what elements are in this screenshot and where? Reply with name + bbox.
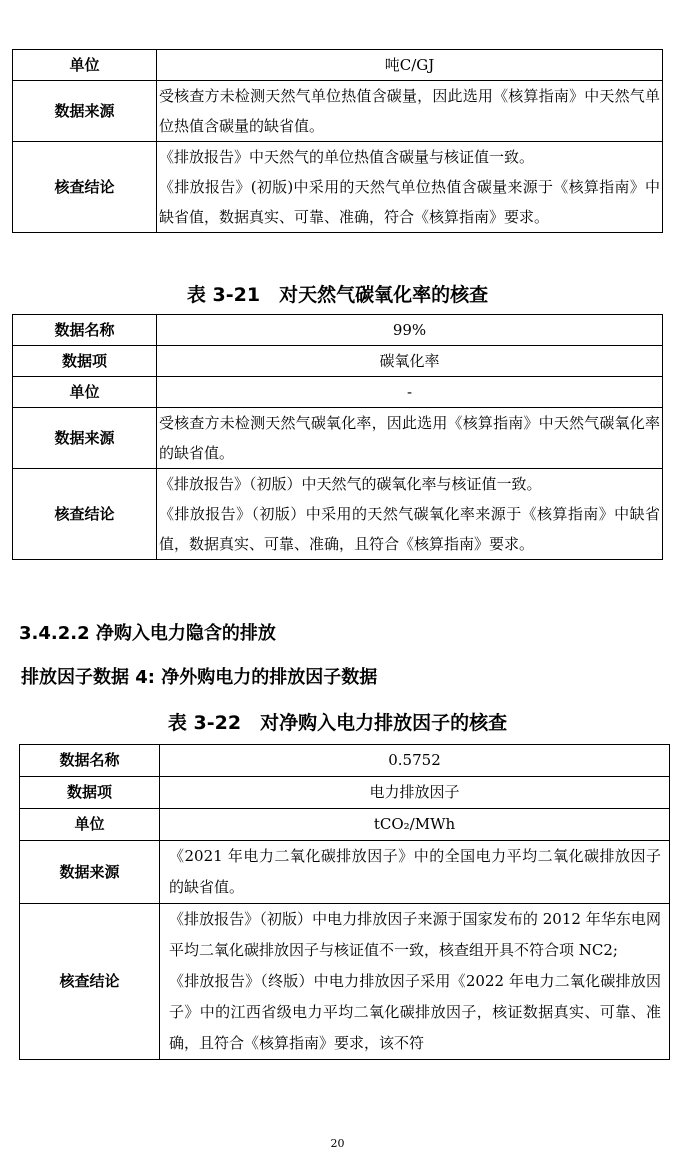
conclusion-paragraph: 《排放报告》(初版)中采用的天然气单位热值含碳量来源于《核算指南》中缺省值，数据真实、可靠、准确，符合《核算指南》要求。 — [159, 178, 660, 226]
data-item-value: 碳氧化率 — [157, 346, 663, 377]
conclusion-text — [157, 469, 663, 560]
natural-gas-carbon-content-table — [12, 49, 663, 233]
conclusion-paragraph: 《排放报告》（初版）中电力排放因子来源于国家发布的 2012 年华东电网平均二氧化碳排放因子与核证值不一致，核查组开具不符合项 NC2; — [169, 910, 661, 959]
table-row — [20, 809, 670, 841]
conclusion-paragraph: 《排放报告》（终版）中电力排放因子采用《2022 年电力二氧化碳排放因子》中的江西省级电力平均二氧化碳排放因子，核证数据真实、可靠、准确，且符合《核算指南》要求，该不符 — [169, 972, 661, 1052]
table-row — [13, 408, 663, 469]
unit-label: 单位 — [20, 809, 160, 841]
source-text: 受核查方未检测天然气碳氧化率，因此选用《核算指南》中天然气碳氧化率的缺省值。 — [157, 408, 663, 469]
emission-factor-heading: 排放因子数据 4: 净外购电力的排放因子数据 — [21, 667, 378, 688]
unit-value: tCO₂/MWh — [160, 809, 670, 841]
table-row — [13, 81, 663, 142]
section-heading: 3.4.2.2 净购入电力隐含的排放 — [19, 623, 276, 644]
conclusion-paragraph: 《排放报告》（初版）中采用的天然气碳氧化率来源于《核算指南》中缺省值，数据真实、可靠、准确，且符合《核算指南》要求。 — [159, 505, 660, 553]
table-row — [20, 777, 670, 809]
table-row — [20, 745, 670, 777]
source-label: 数据来源 — [13, 81, 157, 142]
unit-label: 单位 — [13, 50, 157, 81]
electricity-emission-factor-table — [19, 744, 670, 1060]
conclusion-text — [157, 142, 663, 233]
unit-label: 单位 — [13, 377, 157, 408]
data-item-label: 数据项 — [20, 777, 160, 809]
conclusion-label: 核查结论 — [13, 142, 157, 233]
table-row — [20, 904, 670, 1060]
table-row — [13, 315, 663, 346]
source-text: 《2021 年电力二氧化碳排放因子》中的全国电力平均二氧化碳排放因子的缺省值。 — [160, 841, 670, 904]
unit-value: - — [157, 377, 663, 408]
data-item-label: 数据项 — [13, 346, 157, 377]
table-row — [13, 469, 663, 560]
table-caption-3-22: 表 3-22 对净购入电力排放因子的核查 — [167, 712, 508, 734]
data-name-value: 0.5752 — [160, 745, 670, 777]
table-row — [13, 142, 663, 233]
table-caption-3-21: 表 3-21 对天然气碳氧化率的核查 — [186, 284, 489, 306]
table-row — [13, 346, 663, 377]
data-name-value: 99% — [157, 315, 663, 346]
conclusion-paragraph: 《排放报告》（初版）中天然气的碳氧化率与核证值一致。 — [159, 475, 542, 493]
table-row — [13, 377, 663, 408]
conclusion-label: 核查结论 — [13, 469, 157, 560]
conclusion-paragraph: 《排放报告》中天然气的单位热值含碳量与核证值一致。 — [159, 148, 535, 166]
conclusion-label: 核查结论 — [20, 904, 160, 1060]
source-label: 数据来源 — [20, 841, 160, 904]
carbon-oxidation-rate-table — [12, 314, 663, 560]
unit-value: 吨C/GJ — [157, 50, 663, 81]
table-row — [13, 50, 663, 81]
conclusion-text — [160, 904, 670, 1060]
data-item-value: 电力排放因子 — [160, 777, 670, 809]
table-row — [20, 841, 670, 904]
data-name-label: 数据名称 — [13, 315, 157, 346]
source-label: 数据来源 — [13, 408, 157, 469]
source-text: 受核查方未检测天然气单位热值含碳量，因此选用《核算指南》中天然气单位热值含碳量的缺省值。 — [157, 81, 663, 142]
data-name-label: 数据名称 — [20, 745, 160, 777]
page-number: 20 — [330, 1137, 345, 1150]
